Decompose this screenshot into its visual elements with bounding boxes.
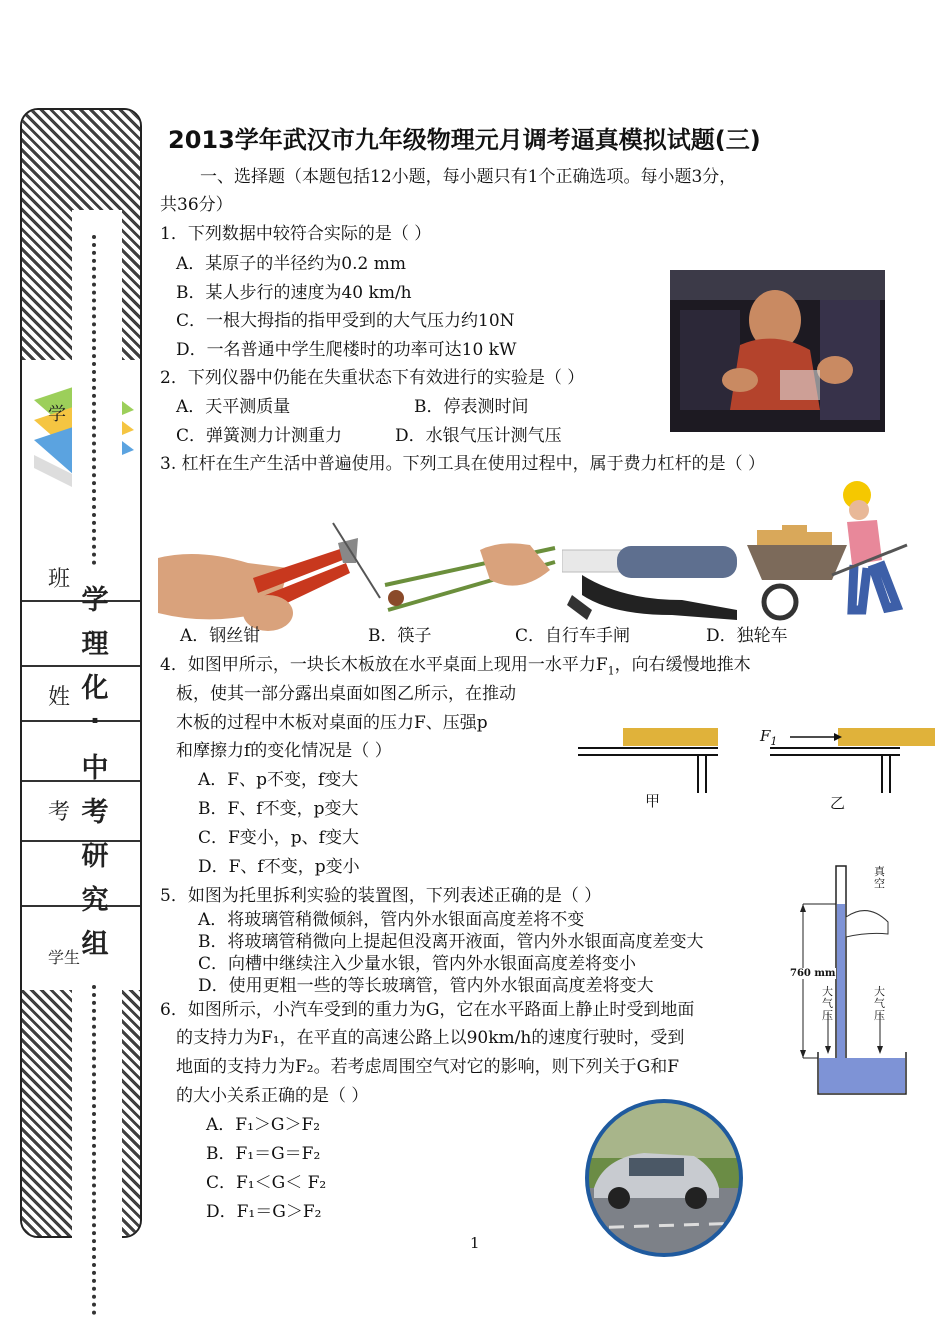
sidebar-vertical-char: 学 xyxy=(81,585,109,616)
q4-option-c: C．F变小，p、f变大 xyxy=(198,828,359,848)
torricelli-vacuum-label: 真空 xyxy=(874,865,885,890)
q1-option-a: A．某原子的半径约为0.2 mm xyxy=(176,254,406,274)
q2-stem: 2．下列仪器中仍能在失重状态下有效进行的实验是（ ） xyxy=(160,368,585,388)
q5-option-b: B．将玻璃管稍微向上提起但没离开液面，管内外水银面高度差变大 xyxy=(198,932,704,952)
q4-figure-label-yi: 乙 xyxy=(830,794,846,812)
q3-option-b: B．筷子 xyxy=(368,626,432,646)
sidebar-vertical-char: 究 xyxy=(81,885,109,916)
torricelli-atm-left-label: 大气压 xyxy=(822,985,833,1022)
q2-option-c: C．弹簧测力计测重力 xyxy=(176,426,343,446)
sidebar-vertical-char: 研 xyxy=(81,841,109,872)
q4-stem-line1 xyxy=(160,654,751,682)
sidebar-vertical-char: 理 xyxy=(81,629,109,660)
sidebar-vertical-char: 中 xyxy=(81,753,109,784)
q5-stem: 5．如图为托里拆利实验的装置图，下列表述正确的是（ ） xyxy=(160,886,602,906)
page-number: 1 xyxy=(470,1234,480,1252)
q2-option-d: D．水银气压计测气压 xyxy=(395,426,562,446)
q4-stem-end: ，向右缓慢地推木 xyxy=(614,655,751,675)
sidebar-label-exam: 考 xyxy=(48,800,71,825)
q4-stem-line4: 和摩擦力f的变化情况是（ ） xyxy=(176,741,392,761)
q4-stem-line2: 板，使其一部分露出桌面如图乙所示，在推动 xyxy=(176,684,516,704)
astronaut-photo xyxy=(670,270,885,432)
q1-option-d: D．一名普通中学生爬楼时的功率可达10 kW xyxy=(176,340,517,360)
q6-stem-line3: 地面的支持力为F₂。若考虑周围空气对它的影响，则下列关于G和F xyxy=(176,1057,679,1077)
q1-option-c: C．一根大拇指的指甲受到的大气压力约10N xyxy=(176,311,515,331)
q1-option-b: B．某人步行的速度为40 km/h xyxy=(176,283,412,303)
q3-option-c: C．自行车手闸 xyxy=(515,626,631,646)
q3-option-d: D．独轮车 xyxy=(706,626,788,646)
q4-figure-jia xyxy=(578,725,718,795)
q5-option-a: A．将玻璃管稍微倾斜，管内外水银面高度差将不变 xyxy=(198,910,585,930)
q5-option-d: D．使用更粗一些的等长玻璃管，管内外水银面高度差将变大 xyxy=(198,976,654,996)
section-heading-cont: 共36分） xyxy=(160,195,233,215)
q6-stem-line2: 的支持力为F₁，在平直的高速公路上以90km/h的速度行驶时，受到 xyxy=(176,1028,685,1048)
chopsticks-illustration xyxy=(380,540,560,615)
q5-option-c: C．向槽中继续注入少量水银，管内外水银面高度差将变小 xyxy=(198,954,637,974)
q6-option-c: C．F₁＜G＜ F₂ xyxy=(206,1173,327,1193)
q4-force-text: F xyxy=(760,727,771,745)
q4-stem-line3: 木板的过程中木板对桌面的压力F、压强p xyxy=(176,713,488,733)
sidebar-vertical-char: 考 xyxy=(81,797,109,828)
section-heading: 一、选择题（本题包括12小题，每小题只有1个正确选项。每小题3分， xyxy=(200,167,737,187)
page-title: 2013学年武汉市九年级物理元月调考逼真模拟试题(三) xyxy=(168,126,761,154)
sidebar-dots-top xyxy=(92,235,100,565)
q4-option-a: A．F、p不变，f变大 xyxy=(198,770,359,790)
q4-figure-label-jia: 甲 xyxy=(645,792,661,810)
q4-stem-text: 4．如图甲所示，一块长木板放在水平桌面上现用一水平力F xyxy=(160,655,608,675)
torricelli-apparatus xyxy=(788,862,908,1100)
torricelli-height-label: 760 mm xyxy=(790,968,836,979)
sidebar-label-school: 学 xyxy=(48,404,66,425)
q4-force-label xyxy=(760,725,777,753)
q6-option-a: A．F₁＞G＞F₂ xyxy=(206,1115,321,1135)
q4-option-d: D．F、f不变，p变小 xyxy=(198,857,360,877)
q3-option-a: A．钢丝钳 xyxy=(180,626,261,646)
q6-stem-line4: 的大小关系正确的是（ ） xyxy=(176,1086,369,1106)
q4-stem-sub: 1 xyxy=(607,664,615,678)
bike-brake-illustration xyxy=(562,540,742,630)
torricelli-atm-right-label: 大气压 xyxy=(874,985,885,1022)
q4-option-b: B．F、f不变，p变大 xyxy=(198,799,359,819)
pliers-illustration xyxy=(158,518,383,640)
q2-option-a: A．天平测质量 xyxy=(176,397,291,417)
sidebar-dots-bottom xyxy=(92,985,100,1315)
sidebar-vertical-char: 化 xyxy=(81,673,109,704)
q6-option-d: D．F₁＝G＞F₂ xyxy=(206,1202,322,1222)
q2-option-b: B．停表测时间 xyxy=(414,397,529,417)
wheelbarrow-illustration xyxy=(742,470,917,625)
sidebar-vertical-char: · xyxy=(89,706,101,737)
q1-stem: 1．下列数据中较符合实际的是（ ） xyxy=(160,224,432,244)
sidebar-label-student: 学生 xyxy=(48,948,81,967)
car-photo xyxy=(584,1098,744,1258)
q4-force-sub: 1 xyxy=(770,735,778,748)
sidebar-label-class: 班 xyxy=(48,567,71,592)
sidebar-vertical-char: 组 xyxy=(81,929,109,960)
q3-stem: 3. 杠杆在生产生活中普遍使用。下列工具在使用过程中，属于费力杠杆的是（ ） xyxy=(160,454,766,474)
sidebar-label-name: 姓 xyxy=(48,685,71,710)
q6-option-b: B．F₁＝G＝F₂ xyxy=(206,1144,321,1164)
q6-stem-line1: 6．如图所示，小汽车受到的重力为G，它在水平路面上静止时受到地面 xyxy=(160,1000,695,1020)
q4-figure-yi xyxy=(770,725,935,795)
